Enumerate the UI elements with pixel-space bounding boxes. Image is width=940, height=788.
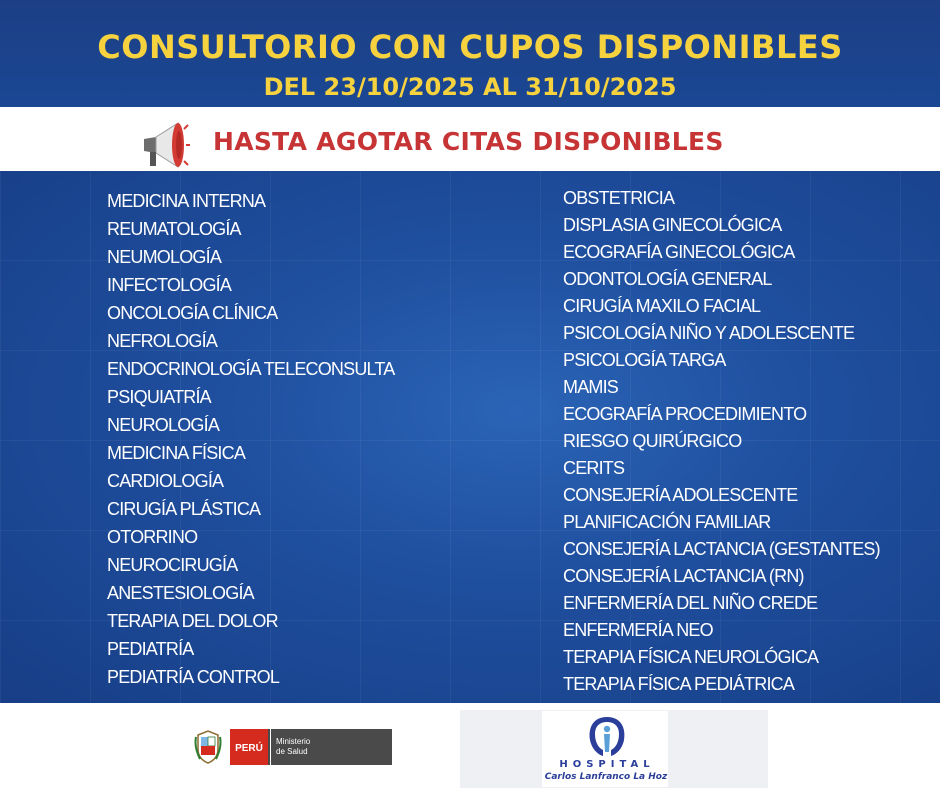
list-item: CONSEJERÍA LACTANCIA (RN) xyxy=(563,566,804,586)
list-item: PEDIATRÍA xyxy=(107,639,194,659)
list-item: ECOGRAFÍA PROCEDIMIENTO xyxy=(563,404,807,424)
coat-of-arms-icon xyxy=(196,731,221,763)
list-item: PSIQUIATRÍA xyxy=(107,387,211,407)
list-item: NEUROCIRUGÍA xyxy=(107,555,238,575)
list-item: INFECTOLOGÍA xyxy=(107,275,232,295)
list-item: PLANIFICACIÓN FAMILIAR xyxy=(563,512,771,532)
list-item: CIRUGÍA PLÁSTICA xyxy=(107,499,261,519)
list-item: ENFERMERÍA NEO xyxy=(563,620,713,640)
list-item: MEDICINA FÍSICA xyxy=(107,443,246,463)
list-item: MAMIS xyxy=(563,377,619,397)
list-item: TERAPIA FÍSICA PEDIÁTRICA xyxy=(563,674,795,694)
hospital-name: Carlos Lanfranco La Hoz xyxy=(544,772,668,782)
ministry-line1: Ministerio xyxy=(276,737,311,746)
list-item: NEUROLOGÍA xyxy=(107,415,220,435)
ministry-country: PERÚ xyxy=(235,743,263,754)
hospital-word: HOSPITAL xyxy=(559,759,655,770)
list-item: MEDICINA INTERNA xyxy=(107,191,266,211)
list-item: CIRUGÍA MAXILO FACIAL xyxy=(563,296,761,316)
specialties-list-right xyxy=(563,187,880,700)
list-item: CARDIOLOGÍA xyxy=(107,471,224,491)
list-item: REUMATOLOGÍA xyxy=(107,219,241,239)
list-item: ODONTOLOGÍA GENERAL xyxy=(563,269,772,289)
list-item: ENFERMERÍA DEL NIÑO CREDE xyxy=(563,593,818,613)
list-item: OBSTETRICIA xyxy=(563,188,675,208)
list-item: TERAPIA FÍSICA NEUROLÓGICA xyxy=(563,647,819,667)
list-item: ONCOLOGÍA CLÍNICA xyxy=(107,303,278,323)
page-title: CONSULTORIO CON CUPOS DISPONIBLES xyxy=(97,28,843,66)
list-item: ECOGRAFÍA GINECOLÓGICA xyxy=(563,242,795,262)
list-item: OTORRINO xyxy=(107,527,198,547)
ministry-line2: de Salud xyxy=(276,747,308,756)
date-range: DEL 23/10/2025 AL 31/10/2025 xyxy=(263,73,677,101)
list-item: PEDIATRÍA CONTROL xyxy=(107,667,280,687)
specialties-list-left xyxy=(107,190,394,694)
ministry-of-health-logo xyxy=(194,727,394,767)
megaphone-icon xyxy=(138,115,190,175)
list-item: TERAPIA DEL DOLOR xyxy=(107,611,278,631)
list-item: ANESTESIOLOGÍA xyxy=(107,583,254,603)
banner-text: HASTA AGOTAR CITAS DISPONIBLES xyxy=(213,127,724,156)
list-item: DISPLASIA GINECOLÓGICA xyxy=(563,215,782,235)
list-item: CONSEJERÍA ADOLESCENTE xyxy=(563,485,798,505)
hospital-emblem-icon xyxy=(585,714,629,758)
list-item: PSICOLOGÍA TARGA xyxy=(563,350,726,370)
list-item: RIESGO QUIRÚRGICO xyxy=(563,431,742,451)
list-item: NEFROLOGÍA xyxy=(107,331,218,351)
list-item: CERITS xyxy=(563,458,625,478)
list-item: NEUMOLOGÍA xyxy=(107,247,222,267)
list-item: CONSEJERÍA LACTANCIA (GESTANTES) xyxy=(563,539,880,559)
list-item: PSICOLOGÍA NIÑO Y ADOLESCENTE xyxy=(563,323,855,343)
list-item: ENDOCRINOLOGÍA TELECONSULTA xyxy=(107,359,395,379)
